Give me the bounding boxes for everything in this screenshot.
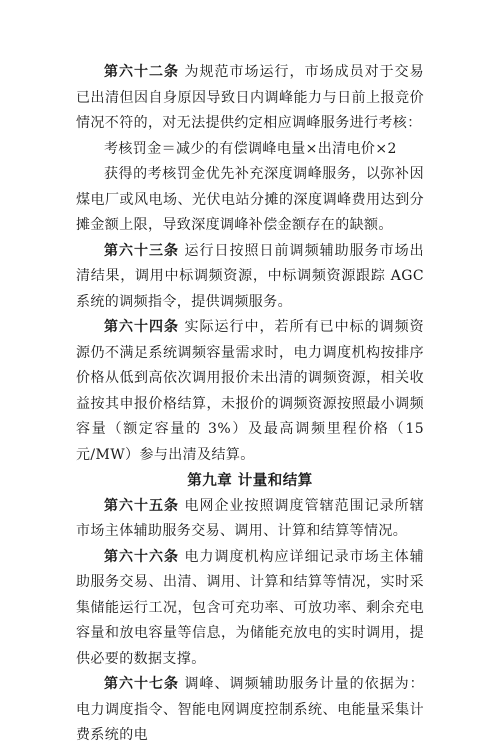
article-text: 实际运行中，若所有已中标的调频资源仍不满足系统调频容量需求时，电力调度机构按排序价格从低到高依次调用报价未出清的调频资源，相关收益按其申报价格结算，未报价的调频资源按照最小调频容量（额定容量的 3%）及最高调频里程价格（15 元/MW）参与出清及结算。 [76, 319, 425, 463]
article-number: 第六十六条 [104, 548, 180, 565]
article-62 [76, 60, 424, 137]
formula-text: 考核罚金＝减少的有偿调峰电量×出清电价×2 [104, 140, 397, 157]
article-number: 第六十四条 [104, 319, 180, 335]
article-text: 调峰、调频辅助服务计量的依据为：电力调度指令、智能电网调度控制系统、电能量采集计费系统的电 [76, 676, 425, 743]
article-67 [76, 672, 424, 749]
chapter-heading: 第九章 计量和结算 [187, 472, 313, 489]
article-text: 为规范市场运行，市场成员对于交易已出清但因自身原因导致日内调峰能力与日前上报竞价情况不符的，对无法提供约定相应调峰服务进行考核： [76, 64, 425, 131]
article-65 [76, 494, 424, 545]
article-text: 运行日按照日前调频辅助服务市场出清结果，调用中标调频资源，中标调频资源跟踪 AGC 系统的调频指令，提供调频服务。 [76, 242, 425, 310]
article-number: 第六十二条 [104, 64, 180, 80]
article-63 [76, 239, 424, 316]
article-text: 电力调度机构应详细记录市场主体辅助服务交易、出清、调用、计算和结算等情况，实时采集储能运行工况，包含可充功率、可放功率、剩余充电容量和放电容量等信息，为储能充放电的实时调用，提供必要的数据支撑。 [76, 548, 425, 667]
article-text: 电网企业按照调度管辖范围记录所辖市场主体辅助服务交易、调用、计算和结算等情况。 [76, 497, 425, 539]
paragraph-text: 获得的考核罚金优先补充深度调峰服务，以弥补因煤电厂或风电场、光伏电站分摊的深度调峰费用达到分摊金额上限，导致深度调峰补偿金额存在的缺额。 [76, 166, 424, 233]
article-number: 第六十三条 [104, 242, 180, 259]
article-number: 第六十七条 [104, 676, 180, 692]
article-number: 第六十五条 [104, 497, 180, 514]
penalty-usage-paragraph [76, 162, 424, 239]
penalty-formula [76, 137, 424, 163]
article-64 [76, 315, 424, 468]
article-66 [76, 545, 424, 673]
